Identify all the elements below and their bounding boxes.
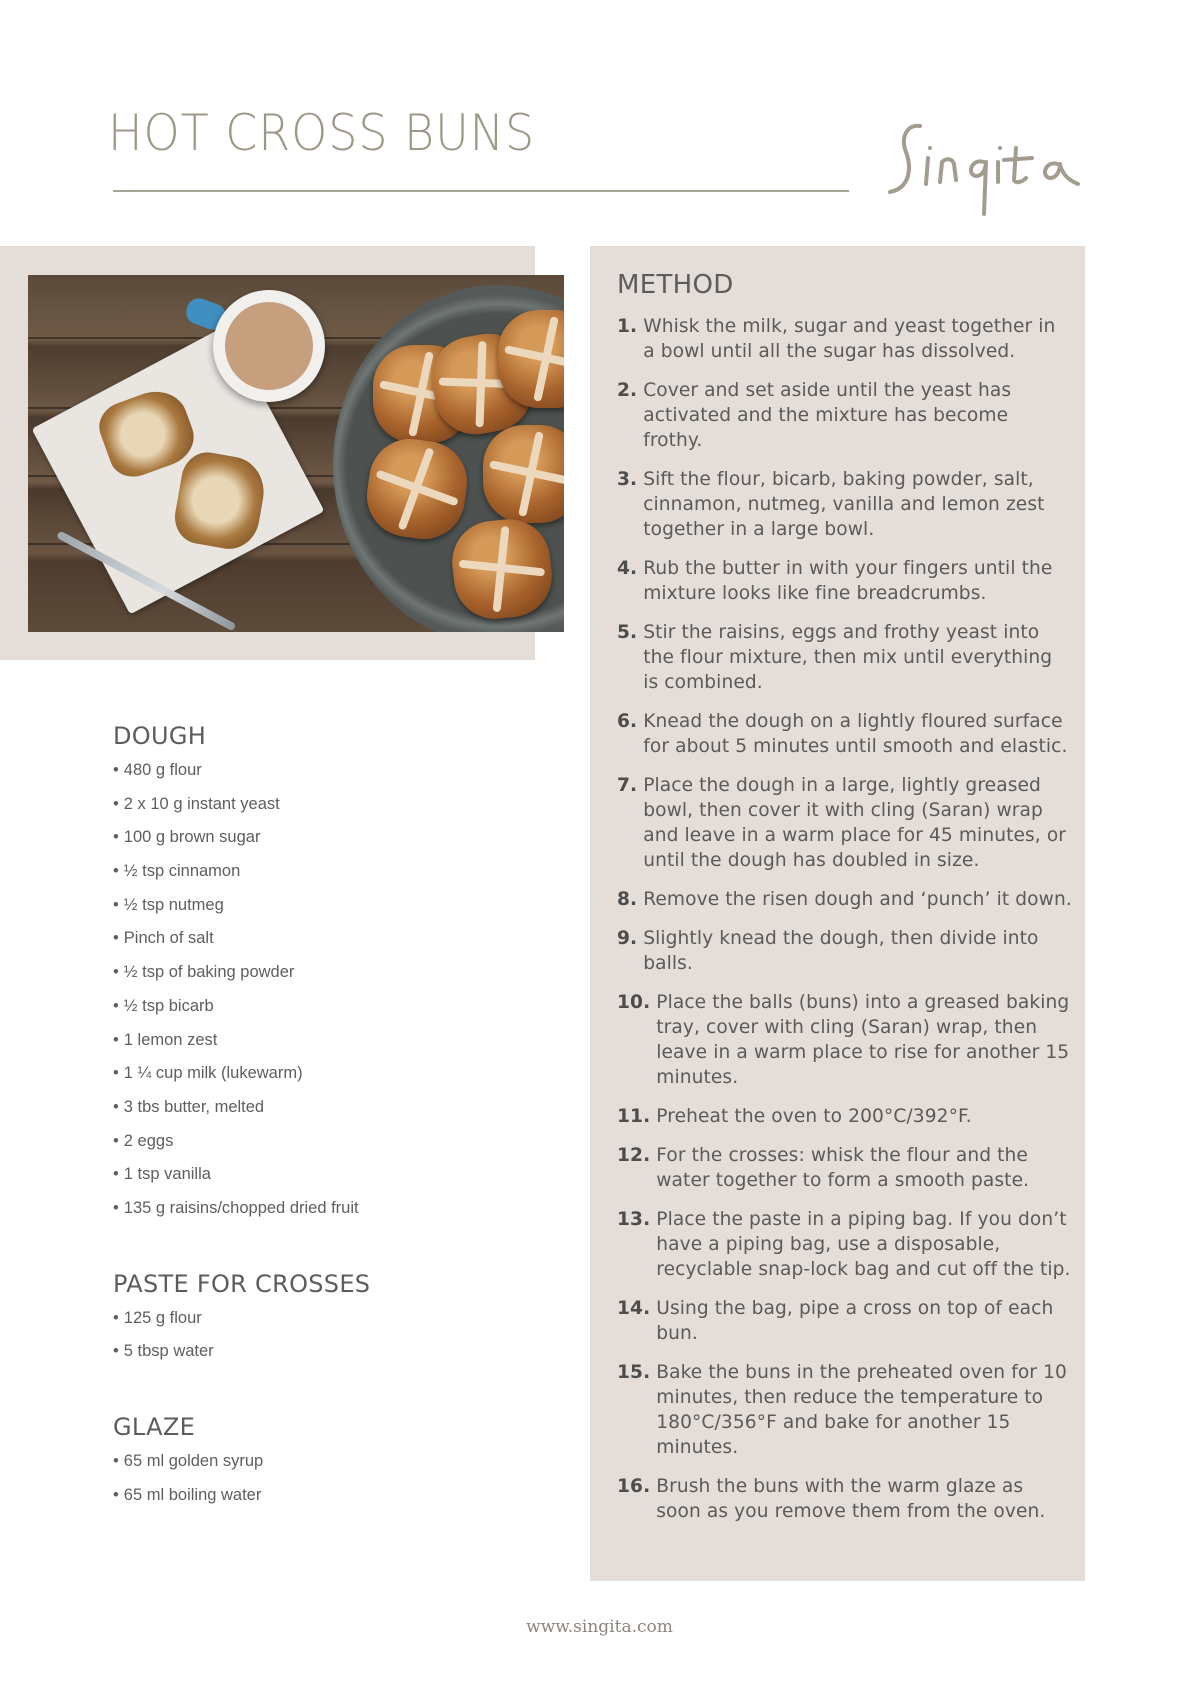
method-step: 1. Whisk the milk, sugar and yeast together in a bowl until all the sugar has dissolved.	[617, 316, 1056, 362]
method-step: 10. Place the balls (buns) into a greased baking tray, cover with cling (Saran) wrap, then leave in a warm place to rise for another 15 minutes.	[617, 992, 1070, 1088]
bun	[498, 310, 564, 408]
section-title-paste: PASTE FOR CROSSES	[113, 1269, 371, 1298]
list-item: • 100 g brown sugar	[113, 828, 261, 847]
method-step: 11. Preheat the oven to 200°C/392°F.	[617, 1106, 972, 1127]
list-item: • 1 tsp vanilla	[113, 1165, 211, 1184]
method-step: 7. Place the dough in a large, lightly greased bowl, then cover it with cling (Saran) wrap and leave in a warm place for 45 minutes, or until the dough has doubled in size.	[617, 775, 1067, 871]
method-step: 16. Brush the buns with the warm glaze as soon as you remove them from the oven.	[617, 1476, 1046, 1522]
method-step: 13. Place the paste in a piping bag. If you don’t have a piping bag, use a disposable, recyclable snap-lock bag and cut off the tip.	[617, 1209, 1071, 1280]
list-item: • ½ tsp of baking powder	[113, 963, 295, 982]
list-item: • Pinch of salt	[113, 929, 214, 948]
method-step: 12. For the crosses: whisk the flour and the water together to form a smooth paste.	[617, 1145, 1030, 1191]
hot-cross-buns-photo	[28, 275, 564, 632]
ingredient-group-dough	[113, 722, 533, 1230]
list-item: • ½ tsp nutmeg	[113, 895, 224, 914]
singita-logo	[880, 118, 1090, 228]
method-step: 6. Knead the dough on a lightly floured surface for about 5 minutes until smooth and elastic.	[617, 711, 1068, 757]
method-column	[617, 270, 1072, 1538]
tea-cup	[213, 290, 325, 402]
dough-list	[113, 758, 533, 1230]
list-item: • ½ tsp cinnamon	[113, 862, 241, 881]
list-item: • 5 tbsp water	[113, 1342, 214, 1361]
paste-list	[113, 1306, 533, 1373]
recipe-title: HOT CROSS BUNS	[108, 104, 536, 162]
title-divider	[113, 190, 849, 192]
method-step: 9. Slightly knead the dough, then divide into balls.	[617, 928, 1039, 974]
section-title-dough: DOUGH	[113, 722, 207, 750]
list-item: • 135 g raisins/chopped dried fruit	[113, 1198, 359, 1217]
section-title-method: METHOD	[617, 270, 734, 300]
list-item: • 2 x 10 g instant yeast	[113, 794, 280, 813]
method-step: 4. Rub the butter in with your fingers until the mixture looks like fine breadcrumbs.	[617, 558, 1053, 604]
list-item: • 480 g flour	[113, 761, 202, 779]
list-item: • 65 ml boiling water	[113, 1485, 262, 1504]
method-step: 15. Bake the buns in the preheated oven for 10 minutes, then reduce the temperature to 180°C/356°F and bake for another 15 minutes.	[617, 1362, 1067, 1458]
list-item: • 65 ml golden syrup	[113, 1452, 264, 1470]
bun	[483, 425, 564, 523]
list-item: • 1 ¼ cup milk (lukewarm)	[113, 1064, 303, 1083]
list-item: • 1 lemon zest	[113, 1030, 218, 1049]
ingredients-column	[113, 722, 533, 1556]
method-step: 8. Remove the risen dough and ‘punch’ it down.	[617, 889, 1072, 910]
ingredient-group-paste	[113, 1270, 533, 1373]
method-step: 3. Sift the flour, bicarb, baking powder, salt, cinnamon, nutmeg, vanilla and lemon zest together in a large bowl.	[617, 469, 1045, 540]
list-item: • ½ tsp bicarb	[113, 996, 214, 1015]
list-item: • 125 g flour	[113, 1308, 202, 1327]
glaze-list	[113, 1449, 533, 1516]
section-title-glaze: GLAZE	[113, 1413, 196, 1441]
method-step: 14. Using the bag, pipe a cross on top of each bun.	[617, 1298, 1054, 1344]
method-step: 2. Cover and set aside until the yeast has activated and the mixture has become frothy.	[617, 380, 1012, 451]
list-item: • 2 eggs	[113, 1131, 174, 1150]
list-item: • 3 tbs butter, melted	[113, 1097, 265, 1116]
ingredient-group-glaze	[113, 1413, 533, 1516]
method-step: 5. Stir the raisins, eggs and frothy yeast into the flour mixture, then mix until everything is combined.	[617, 622, 1053, 693]
footer-website-link[interactable]: www.singita.com	[526, 1617, 673, 1637]
